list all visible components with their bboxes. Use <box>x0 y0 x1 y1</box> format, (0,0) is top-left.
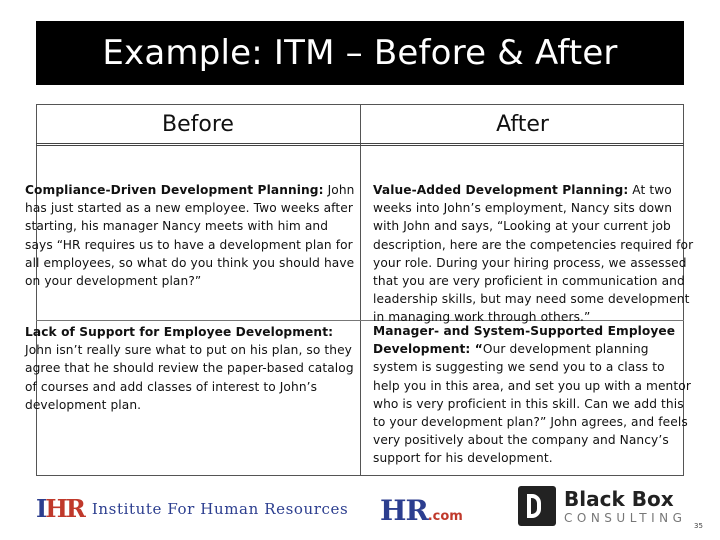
blackbox-logo-subtitle: CONSULTING <box>564 510 687 525</box>
after-row1-body: At two weeks into John’s employment, Nancy sits down with John and says, “Looking at your current job description, here are the competencies required for your role. During your hiring process, we assessed that you are very proficient in communication and leadership skills, but may need some development in managing work through others.” <box>373 183 694 325</box>
hrcom-logo <box>380 494 463 527</box>
before-column-header: Before <box>162 111 234 137</box>
ihr-logo-mark-i: I <box>36 494 46 523</box>
header-divider <box>36 143 684 146</box>
after-column-header: After <box>496 111 549 137</box>
ihr-logo <box>36 494 348 523</box>
ihr-logo-mark <box>36 494 84 523</box>
after-cell-row1 <box>373 181 695 327</box>
footer-logos <box>0 480 720 540</box>
blackbox-logo-title: Black Box <box>564 486 674 511</box>
ihr-logo-text: Institute For Human Resources <box>91 499 349 518</box>
before-row1-heading: Compliance-Driven Development Planning: <box>25 183 324 197</box>
after-row2-body: Our development planning system is suggesting we send you to a class to help you in this area, and set you up with a mentor who is very proficient in this skill. Can we add this to your development plan?” John agrees, and feels very positively about the company and Nancy’s support for his development. <box>373 342 691 466</box>
ihr-logo-mark-hr: HR <box>45 494 84 523</box>
after-row2-heading: Manager- and System-Supported Employee Development: “ <box>373 324 676 357</box>
slide-title: Example: ITM – Before & After <box>102 33 618 73</box>
column-divider <box>360 104 361 476</box>
blackbox-logo-icon <box>518 486 556 526</box>
page-number: 35 <box>694 522 703 530</box>
before-cell-row2 <box>25 323 355 414</box>
slide-title-bar <box>36 21 684 85</box>
before-row1-body: John has just started as a new employee. Two weeks after starting, his manager Nancy meets with him and says “HR requires us to have a development plan for all employees, so what do you think you should have on your development plan?” <box>25 183 355 289</box>
blackbox-consulting-logo <box>518 486 686 526</box>
after-row1-heading: Value-Added Development Planning: <box>373 183 629 197</box>
after-cell-row2 <box>373 322 695 468</box>
hrcom-logo-suffix: .com <box>427 509 463 524</box>
before-row2-body: John isn’t really sure what to put on his plan, so they agree that he should review the paper-based catalog of courses and add classes of interest to John’s development plan. <box>25 343 354 412</box>
before-row2-heading: Lack of Support for Employee Development: <box>25 325 334 339</box>
before-cell-row1 <box>25 181 355 290</box>
hrcom-logo-mark: HR <box>380 494 428 527</box>
